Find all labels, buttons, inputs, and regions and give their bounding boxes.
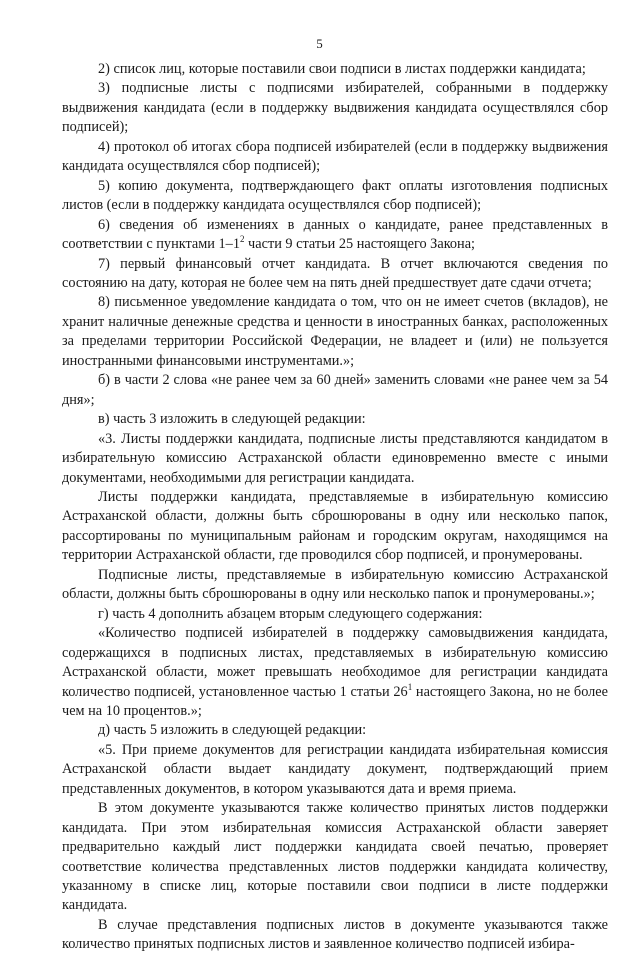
paragraph-amendment-b: б) в части 2 слова «не ранее чем за 60 дней» заменить словами «не ранее чем за 54 дня»; bbox=[62, 372, 608, 408]
paragraph-list-item-2: 2) список лиц, которые поставили свои подписи в листах поддержки кандидата; bbox=[98, 61, 586, 77]
page-number: 5 bbox=[316, 36, 323, 51]
superscript: 1 bbox=[407, 681, 413, 692]
paragraph-part-5: «5. При приеме документов для регистрации кандидата избирательная комиссия Астраханской области выдает кандидату документ, подтверждающий прием представленных документов, в котором указываются дата и время приема. bbox=[62, 741, 608, 797]
paragraph-list-item-8: 8) письменное уведомление кандидата о том, что он не имеет счетов (вкладов), не хранит наличные денежные средства и ценности в иностранных банках, расположенных за пределами территории Российской Федерации, не владеет и (или) не пользуется иностранными финансовыми инструментами.»; bbox=[62, 294, 608, 369]
paragraph-amendment-g: г) часть 4 дополнить абзацем вторым следующего содержания: bbox=[98, 605, 483, 622]
paragraph-text: настоящего Закона, но не более чем на 10 процентов.»; bbox=[62, 683, 608, 719]
paragraph-list-item-6 bbox=[62, 216, 608, 255]
paragraph-list-item-4: 4) протокол об итогах сбора подписей избирателей (если в поддержку выдвижения кандидата осуществлялся сбор подписей); bbox=[62, 138, 608, 175]
paragraph-list-item-3: 3) подписные листы с подписями избирателей, собранными в поддержку выдвижения кандидата (если в поддержку выдвижения кандидата осуществлялся сбор подписей); bbox=[62, 80, 608, 136]
paragraph-text: 6) сведения об изменениях в данных о кандидате, ранее представленных в соответствии с пунктами 1–1 bbox=[62, 216, 608, 253]
document-body bbox=[62, 60, 608, 955]
paragraph-signature-sheets: Подписные листы, представляемые в избирательную комиссию Астраханской области, должны быть сброшюрованы в одну или несколько папок и пронумерованы.»; bbox=[62, 566, 608, 603]
paragraph-text: «Количество подписей избирателей в поддержку самовыдвижения кандидата, содержащихся в подписных листах, представляемых в избирательную комиссию Астраханской области, может превышать необходимое для регистрации кандидата количество подписей, установленное частью 1 статьи 26 bbox=[62, 625, 608, 700]
paragraph-text: части 9 статьи 25 настоящего Закона; bbox=[244, 236, 476, 253]
paragraph-support-sheets: Листы поддержки кандидата, представляемые в избирательную комиссию Астраханской области, должны быть сброшюрованы в одну или несколько папок, рассортированы по муниципальным районам и городским округам, находящимся на территории Астраханской области, где проводился сбор подписей, и пронумерованы. bbox=[62, 488, 608, 564]
paragraph-signature-count bbox=[62, 624, 608, 721]
paragraph-list-item-7: 7) первый финансовый отчет кандидата. В отчет включаются сведения по состоянию на дату, которая не более чем на пять дней предшествует дате сдачи отчета; bbox=[62, 255, 608, 291]
paragraph-amendment-d: д) часть 5 изложить в следующей редакции: bbox=[98, 722, 367, 739]
superscript: 2 bbox=[239, 234, 245, 245]
paragraph-list-item-5: 5) копию документа, подтверждающего факт оплаты изготовления подписных листов (если в поддержку кандидата осуществлялся сбор подписей); bbox=[62, 177, 608, 214]
paragraph-signature-sheets-count: В случае представления подписных листов в документе указываются также количество принятых подписных листов и заявленное количество подписей избира- bbox=[62, 916, 608, 953]
paragraph-part-3: «3. Листы поддержки кандидата, подписные листы представляются кандидатом в избирательную комиссию Астраханской области единовременно вместе с иными документами, необходимыми для регистрации кандидата. bbox=[62, 430, 608, 486]
paragraph-amendment-v: в) часть 3 изложить в следующей редакции: bbox=[98, 411, 366, 428]
paragraph-receipt-document: В этом документе указываются также количество принятых листов поддержки кандидата. При этом избирательная комиссия Астраханской области заверяет предварительно каждый лист поддержки кандидата своей печатью, проверяет соответствие количества представленных листов поддержки кандидата количеству, указанному в списке лиц, которые поставили свои подписи в листе поддержки кандидата. bbox=[62, 800, 608, 914]
